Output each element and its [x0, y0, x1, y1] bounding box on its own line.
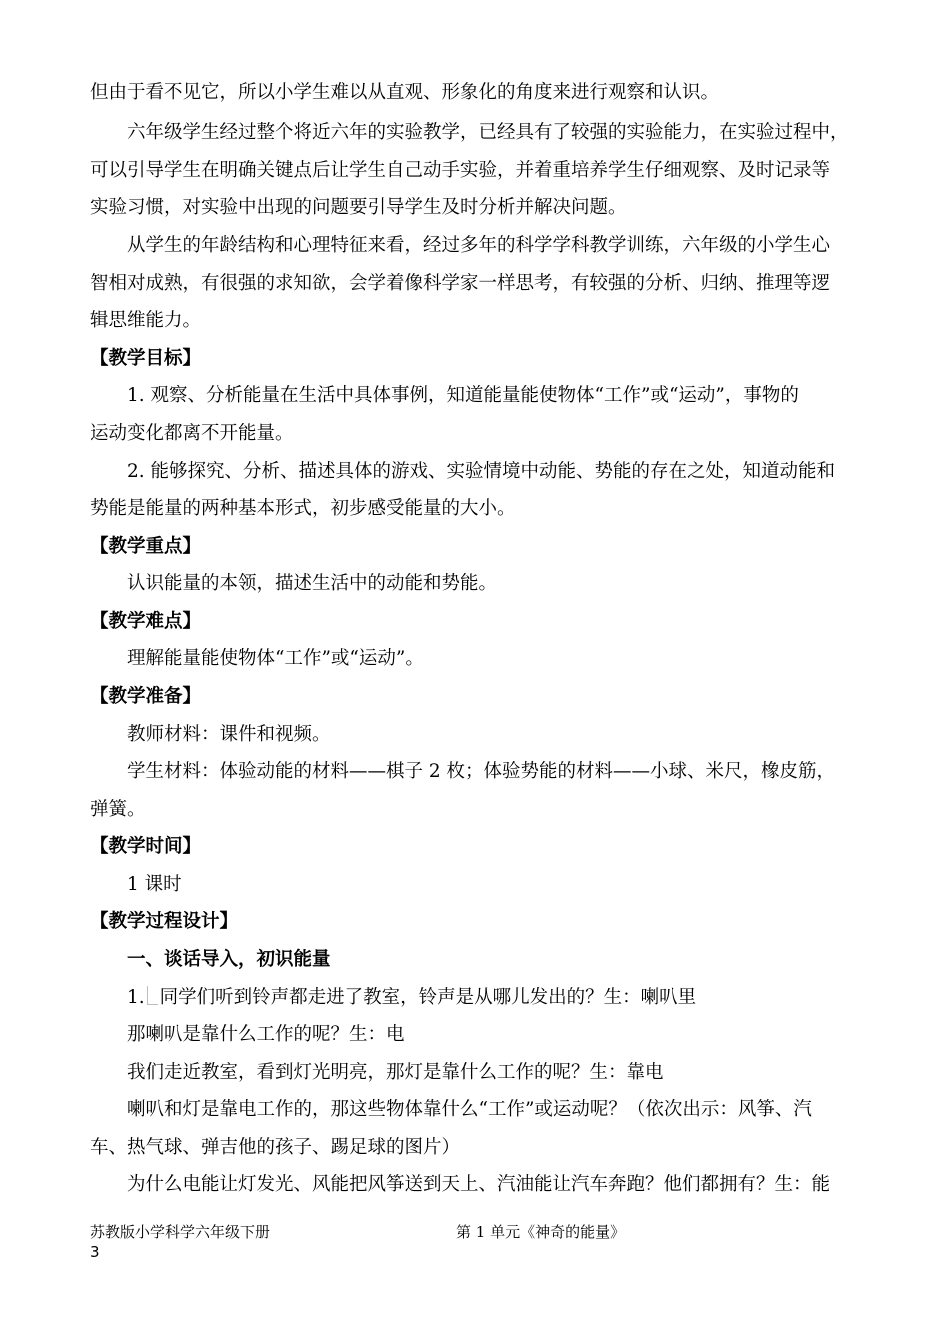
goal-item-2: 2. 能够探究、分析、描述具体的游戏、实验情境中动能、势能的存在之处，知道动能和	[127, 461, 836, 482]
section-heading-key-points: 【教学重点】	[90, 536, 202, 557]
section-heading-goals: 【教学目标】	[90, 348, 202, 369]
section-heading-process: 【教学过程设计】	[90, 911, 239, 932]
paragraph-line: 可以引导学生在明确关键点后让学生自己动手实验，并着重培养学生仔细观察、及时记录等	[90, 160, 831, 181]
student-materials: 学生材料：体验动能的材料——棋子 2 枚；体验势能的材料——小球、米尺，橡皮筋，	[127, 761, 836, 782]
paragraph-line: 六年级学生经过整个将近六年的实验教学，已经具有了较强的实验能力，在实验过程中，	[127, 122, 849, 143]
section-heading-difficulties: 【教学难点】	[90, 611, 202, 632]
student-materials-continued: 弹簧。	[90, 799, 146, 820]
process-line: 那喇叭是靠什么工作的呢？生：电	[127, 1024, 405, 1045]
key-points-text: 认识能量的本领，描述生活中的动能和势能。	[127, 573, 498, 594]
page-number: 3	[90, 1243, 100, 1261]
process-line: 为什么电能让灯发光、风能把风筝送到天上、汽油能让汽车奔跑？他们都拥有？生：能	[127, 1174, 831, 1195]
difficulties-text: 理解能量能使物体“工作”或“运动”。	[127, 648, 424, 669]
teacher-materials: 教师材料：课件和视频。	[127, 724, 331, 745]
goal-item-1: 1. 观察、分析能量在生活中具体事例，知道能量能使物体“工作”或“运动”，事物的	[127, 385, 799, 406]
paragraph-line: 实验习惯，对实验中出现的问题要引导学生及时分析并解决问题。	[90, 197, 627, 218]
process-item-1	[127, 985, 870, 1011]
process-line: 我们走近教室，看到灯光明亮，那灯是靠什么工作的呢？生：靠电	[127, 1062, 664, 1083]
section-heading-preparation: 【教学准备】	[90, 686, 202, 707]
paragraph-line: 智相对成熟，有很强的求知欲，会学着像科学家一样思考，有较强的分析、归纳、推理等逻	[90, 273, 831, 294]
process-line: 喇叭和灯是靠电工作的，那这些物体靠什么“工作”或运动呢？（依次出示：风筝、汽	[127, 1099, 812, 1120]
paragraph-line: 但由于看不见它，所以小学生难以从直观、形象化的角度来进行观察和认识。	[90, 82, 720, 103]
section-heading-time: 【教学时间】	[90, 836, 202, 857]
goal-item-2-continued: 势能是能量的两种基本形式，初步感受能量的大小。	[90, 498, 516, 519]
process-section-1-title: 一、谈话导入，初识能量	[127, 949, 331, 970]
time-text: 1 课时	[127, 874, 182, 895]
footer-unit-title: 第 1 单元《神奇的能量》	[456, 1223, 626, 1241]
paragraph-line: 辑思维能力。	[90, 310, 202, 331]
paragraph-line: 从学生的年龄结构和心理特征来看，经过多年的科学学科教学训练，六年级的小学生心	[127, 235, 831, 256]
footer-book-title: 苏教版小学科学六年级下册	[90, 1223, 271, 1241]
item-text: 同学们听到铃声都走进了教室，铃声是从哪儿发出的？生：喇叭里	[159, 987, 697, 1008]
goal-item-1-continued: 运动变化都离不开能量。	[90, 423, 294, 444]
item-number: 1.	[127, 987, 145, 1008]
text-cursor-marker	[147, 986, 158, 1005]
process-line-continued: 车、热气球、弹吉他的孩子、踢足球的图片）	[90, 1137, 461, 1158]
